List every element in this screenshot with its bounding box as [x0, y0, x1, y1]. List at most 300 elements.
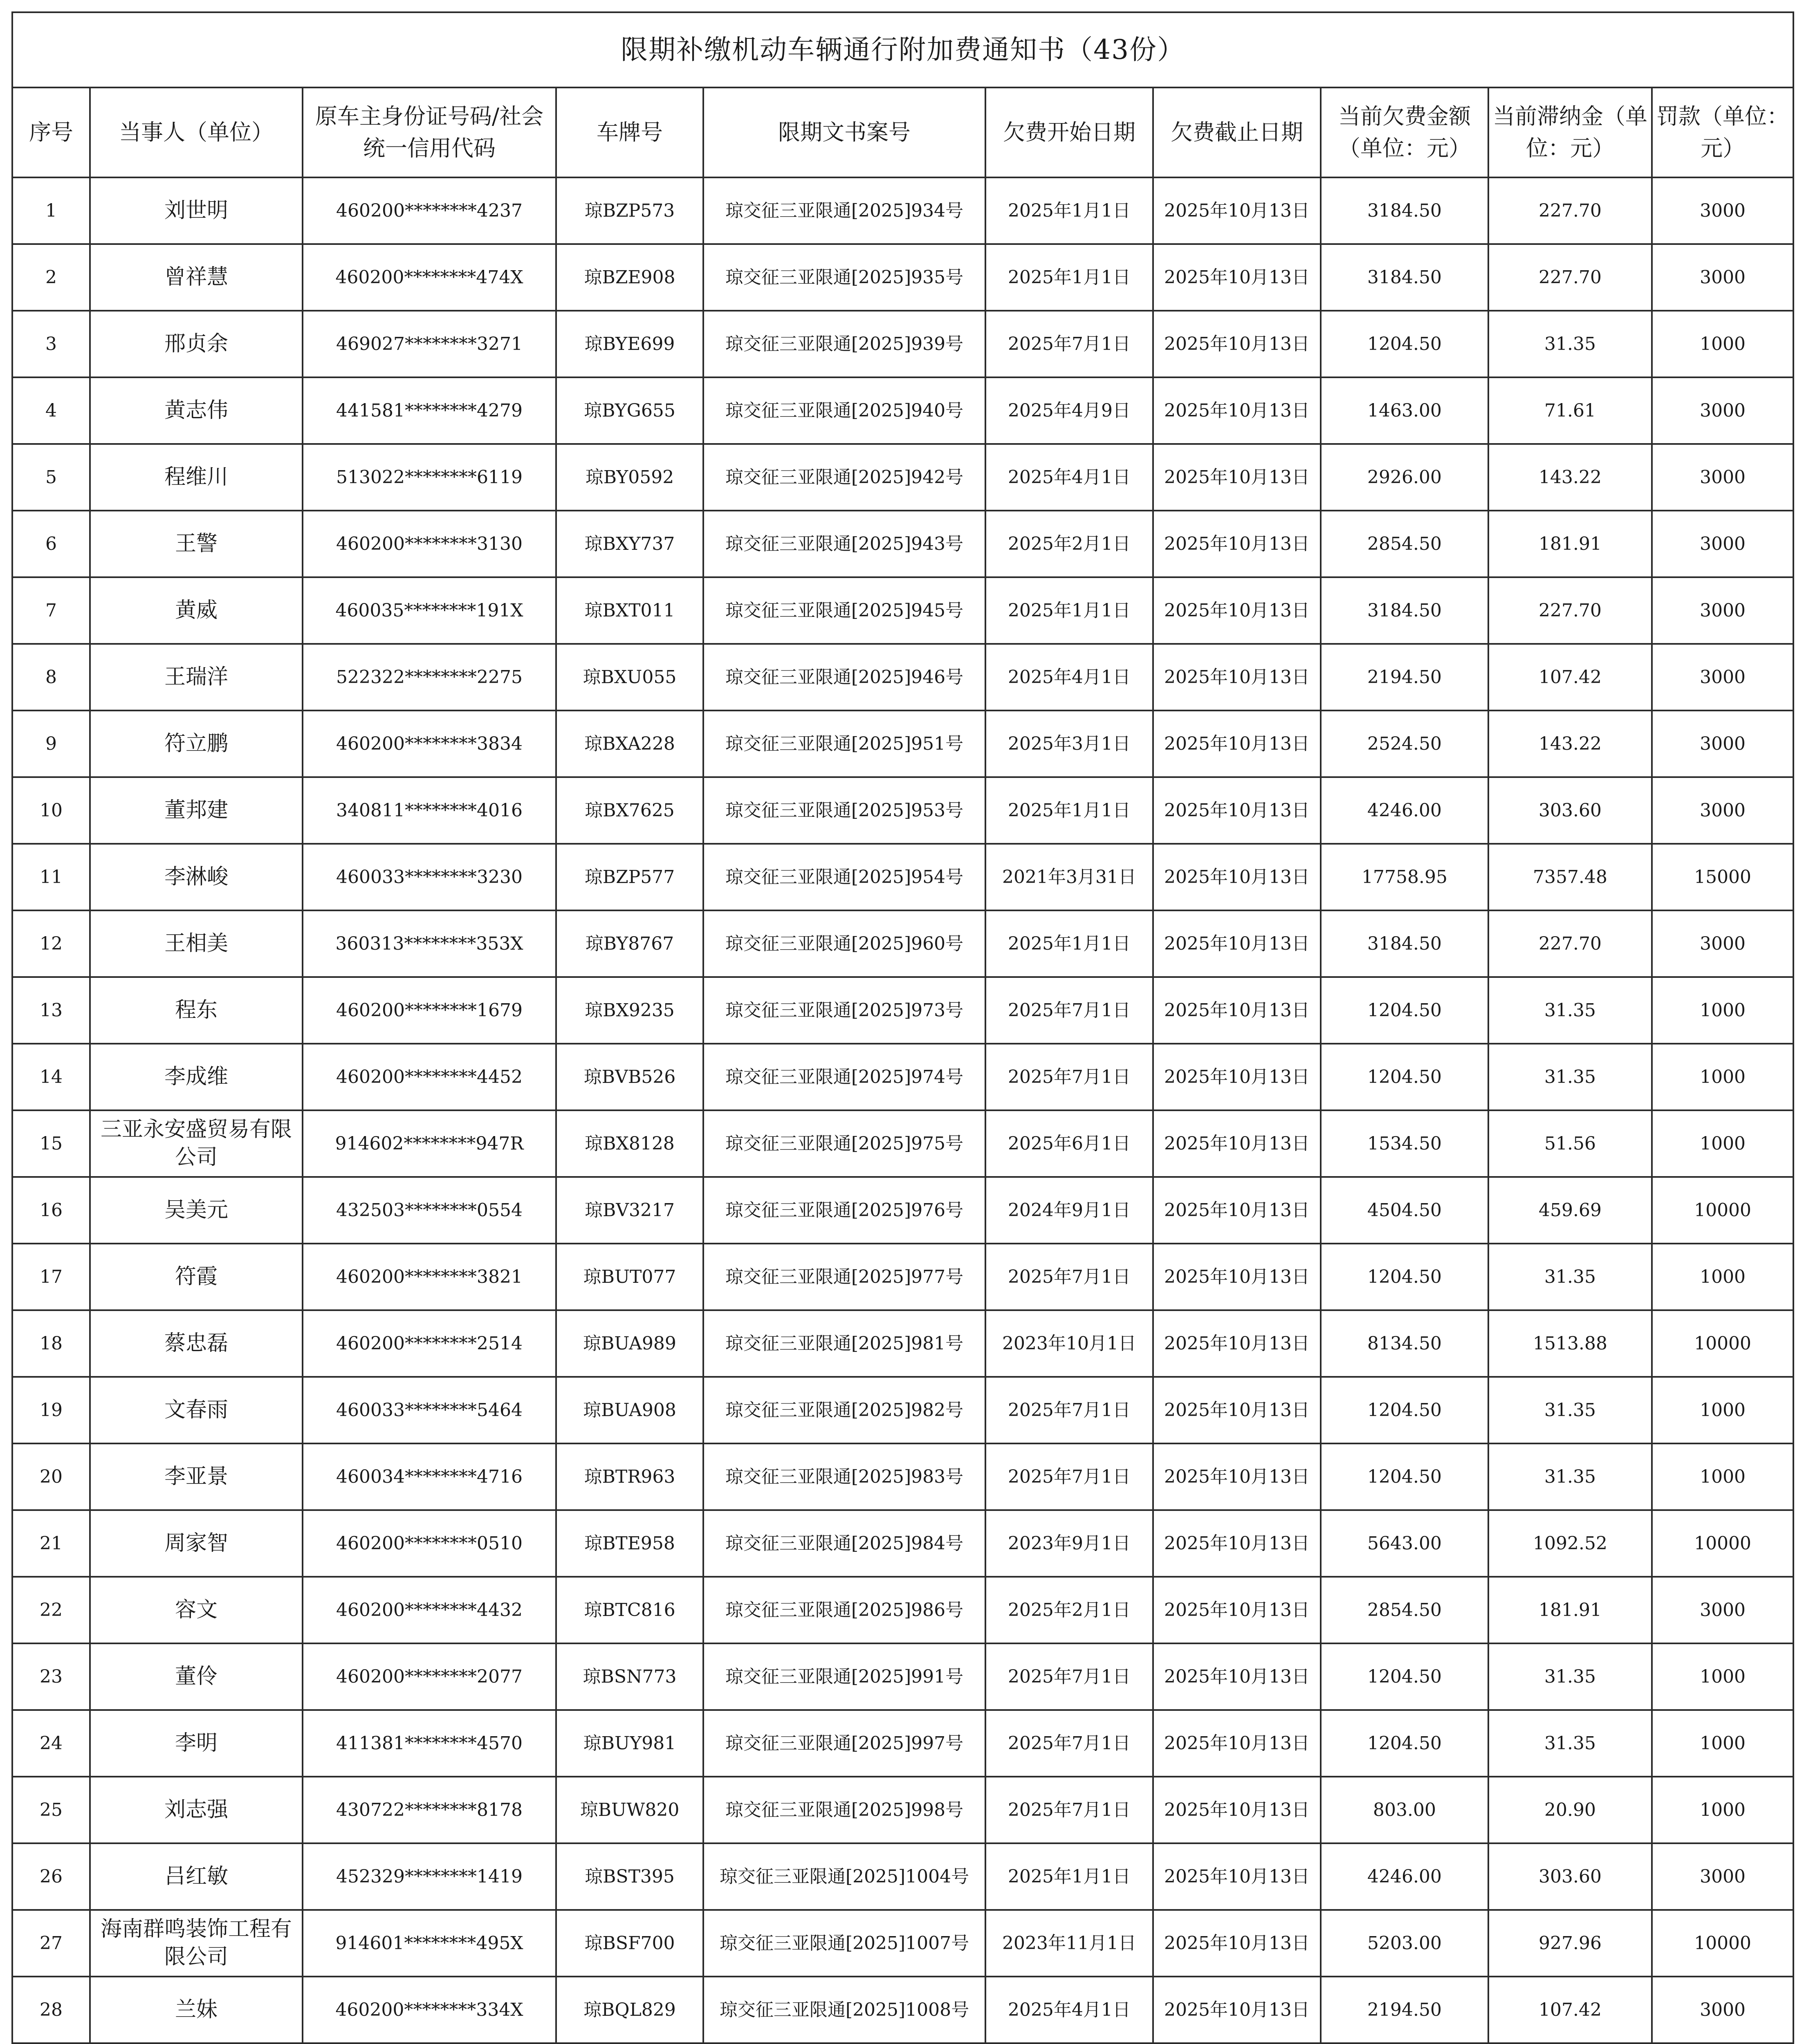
cell-plate: 琼BV3217 [556, 1177, 703, 1244]
cell-id-code: 460200********1679 [303, 977, 556, 1044]
cell-start-date: 2023年10月1日 [985, 1310, 1153, 1377]
cell-seq: 28 [12, 1977, 90, 2043]
cell-start-date: 2025年7月1日 [985, 977, 1153, 1044]
cell-fine: 1000 [1652, 1044, 1793, 1110]
cell-arrears: 2194.50 [1321, 1977, 1488, 2043]
cell-arrears: 1204.50 [1321, 1377, 1488, 1443]
cell-party: 文春雨 [90, 1377, 303, 1443]
cell-end-date: 2025年10月13日 [1153, 777, 1321, 844]
table-row [12, 1643, 1793, 1710]
header-seq: 序号 [12, 87, 90, 177]
cell-arrears: 4246.00 [1321, 1843, 1488, 1910]
cell-id-code: 914602********947R [303, 1110, 556, 1177]
cell-fine: 10000 [1652, 1310, 1793, 1377]
cell-end-date: 2025年10月13日 [1153, 644, 1321, 710]
cell-start-date: 2025年4月1日 [985, 444, 1153, 511]
cell-party: 容文 [90, 1577, 303, 1643]
cell-party: 李亚景 [90, 1443, 303, 1510]
cell-id-code: 360313********353X [303, 910, 556, 977]
cell-id-code: 914601********495X [303, 1910, 556, 1977]
cell-arrears: 2854.50 [1321, 1577, 1488, 1643]
table-row [12, 1110, 1793, 1177]
cell-party: 刘志强 [90, 1777, 303, 1843]
cell-id-code: 460033********3230 [303, 844, 556, 910]
cell-late-fee: 7357.48 [1488, 844, 1652, 910]
cell-late-fee: 227.70 [1488, 244, 1652, 311]
cell-arrears: 1204.50 [1321, 1643, 1488, 1710]
cell-start-date: 2025年1月1日 [985, 577, 1153, 644]
cell-case-number: 琼交征三亚限通[2025]976号 [703, 1177, 985, 1244]
cell-seq: 17 [12, 1244, 90, 1310]
table-row [12, 1177, 1793, 1244]
cell-fine: 10000 [1652, 1177, 1793, 1244]
cell-late-fee: 459.69 [1488, 1177, 1652, 1244]
cell-start-date: 2025年7月1日 [985, 1710, 1153, 1777]
cell-case-number: 琼交征三亚限通[2025]984号 [703, 1510, 985, 1577]
cell-arrears: 1204.50 [1321, 1443, 1488, 1510]
cell-id-code: 441581********4279 [303, 377, 556, 444]
cell-id-code: 460200********3130 [303, 511, 556, 577]
table-row [12, 1577, 1793, 1643]
cell-seq: 12 [12, 910, 90, 977]
cell-id-code: 460035********191X [303, 577, 556, 644]
cell-party: 吕红敏 [90, 1843, 303, 1910]
cell-plate: 琼BTE958 [556, 1510, 703, 1577]
cell-plate: 琼BYG655 [556, 377, 703, 444]
table-row [12, 977, 1793, 1044]
cell-fine: 3000 [1652, 1977, 1793, 2043]
table-row [12, 644, 1793, 710]
cell-arrears: 4246.00 [1321, 777, 1488, 844]
cell-end-date: 2025年10月13日 [1153, 710, 1321, 777]
cell-fine: 1000 [1652, 1443, 1793, 1510]
cell-case-number: 琼交征三亚限通[2025]982号 [703, 1377, 985, 1443]
cell-late-fee: 31.35 [1488, 311, 1652, 377]
cell-end-date: 2025年10月13日 [1153, 1377, 1321, 1443]
cell-party: 黄志伟 [90, 377, 303, 444]
header-row [12, 87, 1793, 177]
cell-arrears: 1463.00 [1321, 377, 1488, 444]
cell-party: 邢贞余 [90, 311, 303, 377]
cell-end-date: 2025年10月13日 [1153, 1977, 1321, 2043]
cell-id-code: 460200********2077 [303, 1643, 556, 1710]
cell-case-number: 琼交征三亚限通[2025]1008号 [703, 1977, 985, 2043]
cell-id-code: 340811********4016 [303, 777, 556, 844]
cell-case-number: 琼交征三亚限通[2025]1007号 [703, 1910, 985, 1977]
table-row [12, 777, 1793, 844]
cell-party: 程维川 [90, 444, 303, 511]
cell-party: 刘世明 [90, 177, 303, 244]
cell-case-number: 琼交征三亚限通[2025]975号 [703, 1110, 985, 1177]
cell-late-fee: 143.22 [1488, 710, 1652, 777]
cell-late-fee: 31.35 [1488, 977, 1652, 1044]
cell-plate: 琼BTR963 [556, 1443, 703, 1510]
cell-late-fee: 51.56 [1488, 1110, 1652, 1177]
cell-arrears: 3184.50 [1321, 244, 1488, 311]
notice-table [11, 11, 1794, 2044]
cell-arrears: 5643.00 [1321, 1510, 1488, 1577]
cell-late-fee: 107.42 [1488, 644, 1652, 710]
cell-arrears: 8134.50 [1321, 1310, 1488, 1377]
cell-start-date: 2025年7月1日 [985, 1643, 1153, 1710]
table-row [12, 511, 1793, 577]
table-row [12, 1510, 1793, 1577]
cell-seq: 8 [12, 644, 90, 710]
cell-case-number: 琼交征三亚限通[2025]981号 [703, 1310, 985, 1377]
cell-arrears: 3184.50 [1321, 910, 1488, 977]
cell-fine: 10000 [1652, 1910, 1793, 1977]
cell-fine: 3000 [1652, 1843, 1793, 1910]
cell-case-number: 琼交征三亚限通[2025]942号 [703, 444, 985, 511]
cell-end-date: 2025年10月13日 [1153, 1110, 1321, 1177]
cell-fine: 3000 [1652, 577, 1793, 644]
cell-plate: 琼BUA989 [556, 1310, 703, 1377]
cell-late-fee: 31.35 [1488, 1044, 1652, 1110]
title-row [12, 12, 1793, 87]
cell-seq: 10 [12, 777, 90, 844]
cell-plate: 琼BZE908 [556, 244, 703, 311]
cell-end-date: 2025年10月13日 [1153, 1044, 1321, 1110]
cell-fine: 3000 [1652, 1577, 1793, 1643]
cell-party: 符霞 [90, 1244, 303, 1310]
cell-late-fee: 927.96 [1488, 1910, 1652, 1977]
cell-late-fee: 20.90 [1488, 1777, 1652, 1843]
cell-seq: 25 [12, 1777, 90, 1843]
cell-party: 王相美 [90, 910, 303, 977]
cell-party: 海南群鸣装饰工程有限公司 [90, 1910, 303, 1977]
header-id-code: 原车主身份证号码/社会统一信用代码 [303, 87, 556, 177]
cell-end-date: 2025年10月13日 [1153, 910, 1321, 977]
cell-plate: 琼BTC816 [556, 1577, 703, 1643]
cell-late-fee: 31.35 [1488, 1244, 1652, 1310]
cell-start-date: 2025年3月1日 [985, 710, 1153, 777]
table-row [12, 910, 1793, 977]
cell-arrears: 3184.50 [1321, 177, 1488, 244]
cell-start-date: 2025年7月1日 [985, 311, 1153, 377]
cell-fine: 15000 [1652, 844, 1793, 910]
cell-plate: 琼BST395 [556, 1843, 703, 1910]
cell-id-code: 460200********334X [303, 1977, 556, 2043]
cell-party: 黄威 [90, 577, 303, 644]
cell-id-code: 460200********2514 [303, 1310, 556, 1377]
cell-plate: 琼BXY737 [556, 511, 703, 577]
header-fine: 罚款（单位：元） [1652, 87, 1793, 177]
cell-plate: 琼BUA908 [556, 1377, 703, 1443]
cell-id-code: 522322********2275 [303, 644, 556, 710]
table-row [12, 577, 1793, 644]
cell-arrears: 1204.50 [1321, 977, 1488, 1044]
table-row [12, 311, 1793, 377]
cell-fine: 1000 [1652, 1710, 1793, 1777]
cell-end-date: 2025年10月13日 [1153, 177, 1321, 244]
cell-fine: 1000 [1652, 977, 1793, 1044]
cell-seq: 21 [12, 1510, 90, 1577]
cell-plate: 琼BQL829 [556, 1977, 703, 2043]
cell-end-date: 2025年10月13日 [1153, 1843, 1321, 1910]
cell-plate: 琼BSF700 [556, 1910, 703, 1977]
header-party: 当事人（单位） [90, 87, 303, 177]
cell-end-date: 2025年10月13日 [1153, 1577, 1321, 1643]
cell-case-number: 琼交征三亚限通[2025]960号 [703, 910, 985, 977]
cell-plate: 琼BX7625 [556, 777, 703, 844]
table-row [12, 844, 1793, 910]
cell-seq: 19 [12, 1377, 90, 1443]
cell-plate: 琼BUW820 [556, 1777, 703, 1843]
cell-start-date: 2025年2月1日 [985, 1577, 1153, 1643]
cell-end-date: 2025年10月13日 [1153, 1244, 1321, 1310]
cell-case-number: 琼交征三亚限通[2025]1004号 [703, 1843, 985, 1910]
cell-id-code: 452329********1419 [303, 1843, 556, 1910]
cell-end-date: 2025年10月13日 [1153, 311, 1321, 377]
table-row [12, 1977, 1793, 2043]
cell-start-date: 2025年4月9日 [985, 377, 1153, 444]
cell-fine: 3000 [1652, 910, 1793, 977]
cell-id-code: 469027********3271 [303, 311, 556, 377]
cell-party: 董邦建 [90, 777, 303, 844]
header-end-date: 欠费截止日期 [1153, 87, 1321, 177]
cell-arrears: 2854.50 [1321, 511, 1488, 577]
cell-plate: 琼BX8128 [556, 1110, 703, 1177]
cell-fine: 3000 [1652, 777, 1793, 844]
cell-seq: 14 [12, 1044, 90, 1110]
cell-plate: 琼BUT077 [556, 1244, 703, 1310]
cell-party: 曾祥慧 [90, 244, 303, 311]
cell-late-fee: 107.42 [1488, 1977, 1652, 2043]
cell-late-fee: 31.35 [1488, 1710, 1652, 1777]
cell-id-code: 460200********3821 [303, 1244, 556, 1310]
cell-id-code: 460200********3834 [303, 710, 556, 777]
cell-seq: 18 [12, 1310, 90, 1377]
cell-seq: 22 [12, 1577, 90, 1643]
cell-arrears: 17758.95 [1321, 844, 1488, 910]
table-row [12, 1044, 1793, 1110]
cell-case-number: 琼交征三亚限通[2025]973号 [703, 977, 985, 1044]
cell-case-number: 琼交征三亚限通[2025]954号 [703, 844, 985, 910]
cell-start-date: 2025年7月1日 [985, 1244, 1153, 1310]
cell-end-date: 2025年10月13日 [1153, 1443, 1321, 1510]
cell-case-number: 琼交征三亚限通[2025]935号 [703, 244, 985, 311]
cell-end-date: 2025年10月13日 [1153, 844, 1321, 910]
cell-end-date: 2025年10月13日 [1153, 1510, 1321, 1577]
cell-arrears: 2194.50 [1321, 644, 1488, 710]
cell-party: 周家智 [90, 1510, 303, 1577]
table-row [12, 1710, 1793, 1777]
cell-start-date: 2025年1月1日 [985, 910, 1153, 977]
table-row [12, 1377, 1793, 1443]
cell-case-number: 琼交征三亚限通[2025]939号 [703, 311, 985, 377]
cell-start-date: 2025年7月1日 [985, 1044, 1153, 1110]
cell-start-date: 2023年9月1日 [985, 1510, 1153, 1577]
cell-seq: 5 [12, 444, 90, 511]
cell-late-fee: 227.70 [1488, 910, 1652, 977]
cell-late-fee: 31.35 [1488, 1377, 1652, 1443]
cell-arrears: 3184.50 [1321, 577, 1488, 644]
table-row [12, 1777, 1793, 1843]
cell-start-date: 2025年1月1日 [985, 177, 1153, 244]
cell-late-fee: 31.35 [1488, 1643, 1652, 1710]
cell-fine: 1000 [1652, 1643, 1793, 1710]
cell-fine: 3000 [1652, 444, 1793, 511]
cell-fine: 3000 [1652, 177, 1793, 244]
cell-arrears: 2926.00 [1321, 444, 1488, 511]
cell-case-number: 琼交征三亚限通[2025]953号 [703, 777, 985, 844]
cell-party: 三亚永安盛贸易有限公司 [90, 1110, 303, 1177]
page-title: 限期补缴机动车辆通行附加费通知书（43份） [12, 12, 1793, 87]
cell-arrears: 1204.50 [1321, 1710, 1488, 1777]
cell-id-code: 411381********4570 [303, 1710, 556, 1777]
cell-fine: 1000 [1652, 1377, 1793, 1443]
cell-id-code: 432503********0554 [303, 1177, 556, 1244]
cell-id-code: 460200********4452 [303, 1044, 556, 1110]
cell-plate: 琼BZP573 [556, 177, 703, 244]
cell-plate: 琼BXA228 [556, 710, 703, 777]
cell-start-date: 2021年3月31日 [985, 844, 1153, 910]
cell-fine: 3000 [1652, 710, 1793, 777]
cell-fine: 1000 [1652, 1777, 1793, 1843]
cell-end-date: 2025年10月13日 [1153, 1177, 1321, 1244]
cell-party: 符立鹏 [90, 710, 303, 777]
cell-plate: 琼BY8767 [556, 910, 703, 977]
cell-fine: 3000 [1652, 244, 1793, 311]
cell-late-fee: 1513.88 [1488, 1310, 1652, 1377]
table-row [12, 377, 1793, 444]
table-row [12, 1443, 1793, 1510]
cell-seq: 1 [12, 177, 90, 244]
cell-start-date: 2025年1月1日 [985, 1843, 1153, 1910]
cell-fine: 3000 [1652, 644, 1793, 710]
cell-party: 李淋峻 [90, 844, 303, 910]
cell-end-date: 2025年10月13日 [1153, 1910, 1321, 1977]
cell-start-date: 2024年9月1日 [985, 1177, 1153, 1244]
cell-start-date: 2025年4月1日 [985, 644, 1153, 710]
cell-seq: 16 [12, 1177, 90, 1244]
cell-start-date: 2025年4月1日 [985, 1977, 1153, 2043]
cell-plate: 琼BY0592 [556, 444, 703, 511]
table-row [12, 1910, 1793, 1977]
cell-start-date: 2025年1月1日 [985, 244, 1153, 311]
cell-case-number: 琼交征三亚限通[2025]998号 [703, 1777, 985, 1843]
cell-id-code: 460034********4716 [303, 1443, 556, 1510]
cell-arrears: 803.00 [1321, 1777, 1488, 1843]
cell-arrears: 5203.00 [1321, 1910, 1488, 1977]
cell-case-number: 琼交征三亚限通[2025]974号 [703, 1044, 985, 1110]
cell-late-fee: 143.22 [1488, 444, 1652, 511]
cell-case-number: 琼交征三亚限通[2025]991号 [703, 1643, 985, 1710]
header-case-number: 限期文书案号 [703, 87, 985, 177]
cell-fine: 3000 [1652, 377, 1793, 444]
cell-end-date: 2025年10月13日 [1153, 244, 1321, 311]
cell-late-fee: 227.70 [1488, 177, 1652, 244]
cell-party: 程东 [90, 977, 303, 1044]
cell-seq: 23 [12, 1643, 90, 1710]
cell-seq: 26 [12, 1843, 90, 1910]
cell-start-date: 2025年7月1日 [985, 1377, 1153, 1443]
table-row [12, 1843, 1793, 1910]
cell-case-number: 琼交征三亚限通[2025]983号 [703, 1443, 985, 1510]
cell-plate: 琼BSN773 [556, 1643, 703, 1710]
cell-end-date: 2025年10月13日 [1153, 444, 1321, 511]
cell-late-fee: 181.91 [1488, 1577, 1652, 1643]
cell-start-date: 2023年11月1日 [985, 1910, 1153, 1977]
cell-id-code: 460033********5464 [303, 1377, 556, 1443]
cell-party: 王警 [90, 511, 303, 577]
cell-fine: 1000 [1652, 1110, 1793, 1177]
header-arrears: 当前欠费金额（单位：元） [1321, 87, 1488, 177]
table-row [12, 710, 1793, 777]
cell-start-date: 2025年1月1日 [985, 777, 1153, 844]
cell-id-code: 460200********4237 [303, 177, 556, 244]
table-row [12, 1244, 1793, 1310]
notice-table-page [11, 11, 1793, 2044]
cell-seq: 6 [12, 511, 90, 577]
cell-end-date: 2025年10月13日 [1153, 511, 1321, 577]
cell-late-fee: 1092.52 [1488, 1510, 1652, 1577]
cell-party: 吴美元 [90, 1177, 303, 1244]
cell-party: 兰妹 [90, 1977, 303, 2043]
cell-id-code: 460200********4432 [303, 1577, 556, 1643]
cell-arrears: 1204.50 [1321, 1044, 1488, 1110]
cell-seq: 24 [12, 1710, 90, 1777]
cell-arrears: 2524.50 [1321, 710, 1488, 777]
cell-seq: 20 [12, 1443, 90, 1510]
cell-case-number: 琼交征三亚限通[2025]945号 [703, 577, 985, 644]
cell-late-fee: 71.61 [1488, 377, 1652, 444]
header-start-date: 欠费开始日期 [985, 87, 1153, 177]
cell-plate: 琼BYE699 [556, 311, 703, 377]
cell-case-number: 琼交征三亚限通[2025]940号 [703, 377, 985, 444]
cell-fine: 3000 [1652, 511, 1793, 577]
cell-id-code: 430722********8178 [303, 1777, 556, 1843]
table-row [12, 244, 1793, 311]
header-plate: 车牌号 [556, 87, 703, 177]
cell-seq: 3 [12, 311, 90, 377]
table-row [12, 1310, 1793, 1377]
cell-seq: 2 [12, 244, 90, 311]
cell-party: 王瑞洋 [90, 644, 303, 710]
cell-case-number: 琼交征三亚限通[2025]946号 [703, 644, 985, 710]
cell-arrears: 1204.50 [1321, 1244, 1488, 1310]
cell-start-date: 2025年7月1日 [985, 1443, 1153, 1510]
cell-start-date: 2025年6月1日 [985, 1110, 1153, 1177]
cell-plate: 琼BVB526 [556, 1044, 703, 1110]
cell-seq: 15 [12, 1110, 90, 1177]
cell-arrears: 1204.50 [1321, 311, 1488, 377]
table-row [12, 177, 1793, 244]
cell-late-fee: 303.60 [1488, 777, 1652, 844]
cell-plate: 琼BUY981 [556, 1710, 703, 1777]
cell-plate: 琼BXT011 [556, 577, 703, 644]
cell-seq: 27 [12, 1910, 90, 1977]
cell-end-date: 2025年10月13日 [1153, 377, 1321, 444]
cell-seq: 4 [12, 377, 90, 444]
cell-plate: 琼BZP577 [556, 844, 703, 910]
cell-id-code: 460200********474X [303, 244, 556, 311]
cell-fine: 1000 [1652, 311, 1793, 377]
cell-seq: 7 [12, 577, 90, 644]
cell-case-number: 琼交征三亚限通[2025]934号 [703, 177, 985, 244]
table-row [12, 444, 1793, 511]
cell-end-date: 2025年10月13日 [1153, 1643, 1321, 1710]
header-late-fee: 当前滞纳金（单位：元） [1488, 87, 1652, 177]
cell-party: 蔡忠磊 [90, 1310, 303, 1377]
cell-arrears: 4504.50 [1321, 1177, 1488, 1244]
cell-start-date: 2025年7月1日 [985, 1777, 1153, 1843]
cell-party: 李明 [90, 1710, 303, 1777]
cell-late-fee: 227.70 [1488, 577, 1652, 644]
cell-fine: 10000 [1652, 1510, 1793, 1577]
cell-case-number: 琼交征三亚限通[2025]951号 [703, 710, 985, 777]
cell-plate: 琼BX9235 [556, 977, 703, 1044]
